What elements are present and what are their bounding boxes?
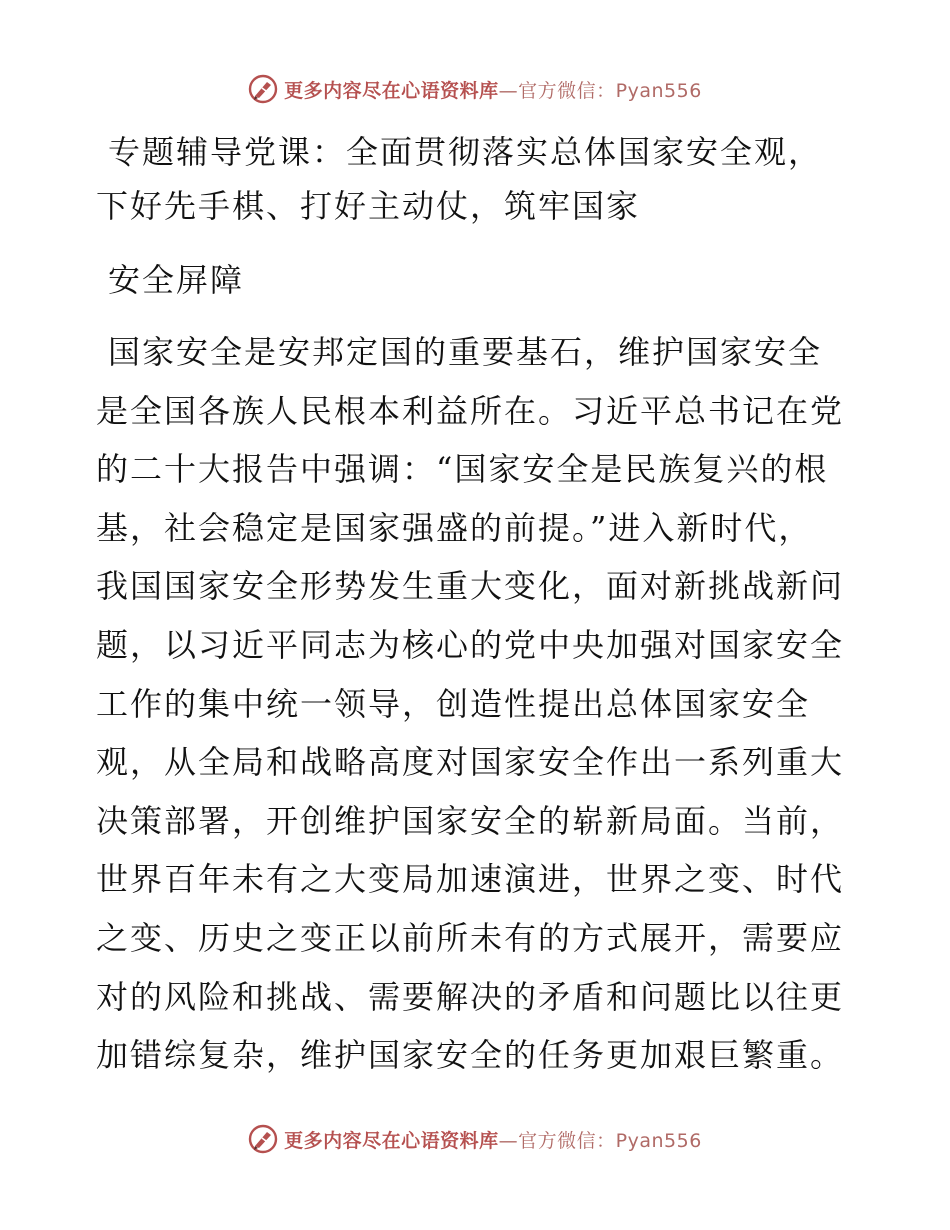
- banner-lead-text: 更多内容尽在心语资料库: [284, 1129, 499, 1152]
- banner-wechat-text: —官方微信：Pyan556: [498, 79, 702, 102]
- header-banner: [0, 72, 950, 106]
- body-paragraph: [96, 323, 856, 1085]
- paragraph-line: 基，社会稳定是国家强盛的前提。”进入新时代，: [96, 508, 813, 547]
- footer-banner: [0, 1122, 950, 1156]
- document-title: [96, 125, 856, 307]
- paragraph-line: 对的风险和挑战、需要解决的矛盾和问题比以往更: [96, 977, 845, 1016]
- paragraph-line: 国家安全是安邦定国的重要基石，维护国家安全: [108, 333, 823, 371]
- paragraph-line: 决策部署，开创维护国家安全的崭新局面。当前，: [96, 801, 845, 840]
- paragraph-line: 的二十大报告中强调：“国家安全是民族复兴的根: [96, 450, 829, 489]
- paragraph-line: 我国国家安全形势发生重大变化，面对新挑战新问: [96, 567, 845, 606]
- paragraph-line: 题，以习近平同志为核心的党中央加强对国家安全: [96, 625, 845, 664]
- paragraph-line: 加错综复杂，维护国家安全的任务更加艰巨繁重。: [96, 1036, 845, 1075]
- title-line: 下好先手棋、打好主动仗，筑牢国家: [96, 187, 641, 225]
- banner-lead-text: 更多内容尽在心语资料库: [284, 79, 499, 102]
- paragraph-line: 是全国各族人民根本利益所在。习近平总书记在党: [96, 391, 845, 430]
- pen-logo-icon: [248, 74, 278, 104]
- title-line: 安全屏障: [108, 261, 245, 299]
- paragraph-line: 工作的集中统一领导，创造性提出总体国家安全: [96, 684, 811, 723]
- paragraph-line: 观，从全局和战略高度对国家安全作出一系列重大: [96, 743, 845, 782]
- pen-logo-icon: [248, 1124, 278, 1154]
- title-line: 专题辅导党课：全面贯彻落实总体国家安全观，: [108, 133, 823, 171]
- paragraph-line: 之变、历史之变正以前所未有的方式展开，需要应: [96, 918, 845, 957]
- banner-wechat-text: —官方微信：Pyan556: [498, 1129, 702, 1152]
- paragraph-line: 世界百年未有之大变局加速演进，世界之变、时代: [96, 860, 845, 899]
